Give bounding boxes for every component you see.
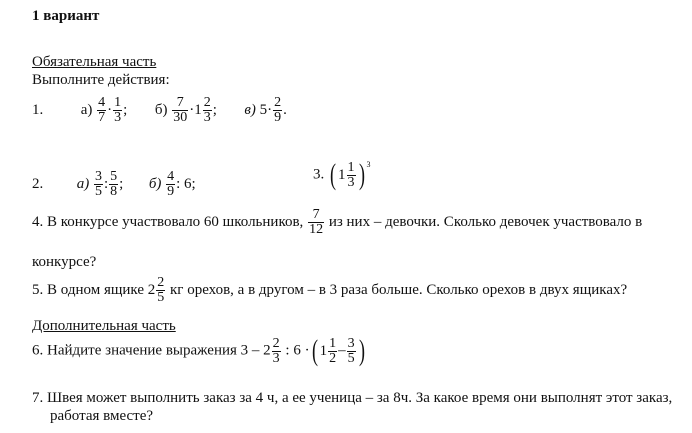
exponent: 3 [366, 160, 371, 169]
task-1: 1. а) $\frac{4}{7}$ · $\frac{1}{3}$ ; б) $\frac{7}{30}$ ·1 $\frac{2}{3}$ ; в) 5· $\frac{2}{9}$ . [32, 95, 287, 125]
fraction: $\frac{4}{9}$ [167, 169, 175, 199]
page-title: 1 вариант [32, 8, 100, 24]
task-7-line-2: работая вместе? [50, 408, 154, 424]
fraction: $\frac{4}{7}$ [98, 95, 106, 125]
task-4-line-2: конкурсе? [32, 254, 97, 270]
fraction: $\frac{2}{5}$ [157, 275, 165, 305]
fraction: $\frac{2}{3}$ [272, 335, 280, 366]
task-3: 3. ( 1 $\frac{1}{3}$ ) $^3$ [313, 158, 371, 191]
fraction: $\frac{7}{30}$ [173, 95, 188, 125]
fraction: $\frac{1}{3}$ [114, 95, 122, 125]
fraction: $\frac{2}{3}$ [203, 95, 211, 125]
task-2: 2. а) $\frac{3}{5}$ : $\frac{5}{8}$ ; б) $\frac{4}{9}$ : 6; [32, 169, 196, 199]
fraction: $\frac{3}{5}$ [347, 335, 355, 366]
fraction: $\frac{1}{2}$ [329, 335, 337, 366]
task-5: 5. В одном ящике 2 $\frac{2}{5}$ кг орехов, а в другом – в 3 раза больше. Сколько орехов в двух ящиках? [32, 275, 628, 305]
fraction: $\frac{2}{9}$ [274, 95, 282, 125]
mandatory-part-heading: Обязательная часть [32, 54, 157, 70]
task-4: 4. В конкурсе участвовало 60 школьников, $\frac{7}{12}$ из них – девочки. Сколько девочек участвовало в [32, 207, 643, 237]
task-6: 6. Найдите значение выражения 3 – 2 $\frac{2}{3}$ : 6 ·( 1 $\frac{1}{2}$ – $\frac{3}{5}$ ) [32, 334, 365, 367]
fraction: $\frac{7}{12}$ [309, 207, 324, 237]
additional-part-heading: Дополнительная часть [32, 318, 176, 334]
fraction: $\frac{3}{5}$ [95, 169, 102, 199]
instruction-text: Выполните действия: [32, 72, 170, 88]
task-7: 7. Швея может выполнить заказ за 4 ч, а ее ученица – за 8ч. За какое время они выполнят этот заказ, [32, 390, 673, 406]
fraction: $\frac{5}{8}$ [110, 169, 118, 199]
fraction: $\frac{1}{3}$ [347, 159, 355, 190]
